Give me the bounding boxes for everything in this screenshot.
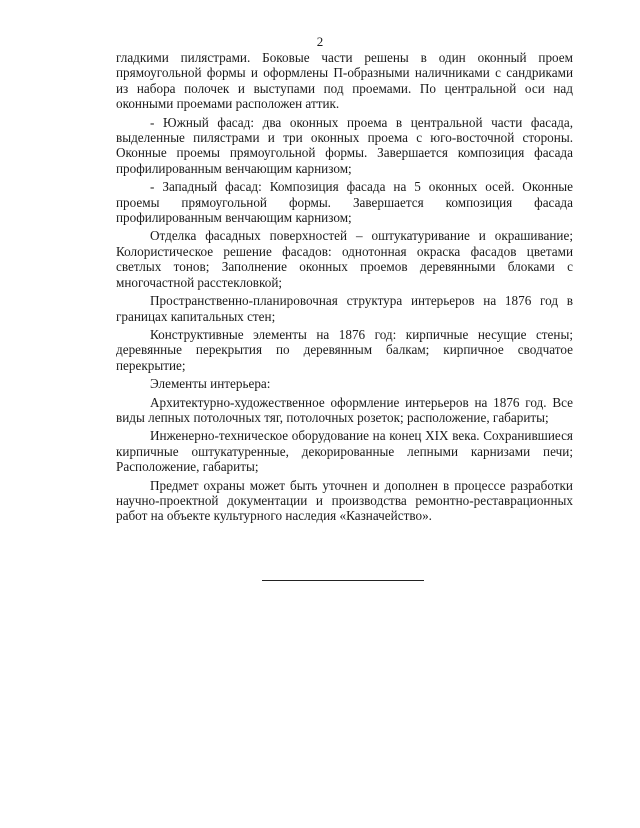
paragraph-south-facade: - Южный фасад: два оконных проема в центральной части фасада, выделенные пилястрами и три оконных проема с юго-восточной стороны. Оконные проемы прямоугольной формы. Завершается композиция фасада профилированным венчающим карнизом; — [116, 114, 573, 176]
paragraph-interior-decoration: Архитектурно-художественное оформление интерьеров на 1876 год. Все виды лепных потолочных тяг, потолочных розеток; расположение, габариты; — [116, 394, 573, 425]
paragraph-west-facade: - Западный фасад: Композиция фасада на 5 оконных осей. Оконные проемы прямоугольной формы. Завершается композиция фасада профилированным венчающим карнизом; — [116, 179, 573, 226]
page-number: 2 — [316, 34, 324, 49]
paragraph-interior-heading: Элементы интерьера: — [150, 376, 271, 392]
paragraph-protection-subject: Предмет охраны может быть уточнен и дополнен в процессе разработки научно-проектной документации и производства ремонтно-реставрационных работ на объекте культурного наследия «Казначейство». — [116, 477, 573, 524]
document-body — [116, 50, 573, 527]
paragraph-spatial-structure: Пространственно-планировочная структура интерьеров на 1876 год в границах капитальных стен; — [116, 293, 573, 324]
end-divider — [262, 580, 424, 581]
paragraph-facade-finish: Отделка фасадных поверхностей – оштукатуривание и окрашивание; Колористическое решение фасадов: однотонная окраска фасадов цветами светлых тонов; Заполнение оконных проемов деревянными блоками с многочастной расстекловкой; — [116, 228, 573, 290]
paragraph-structural-elements: Конструктивные элементы на 1876 год: кирпичные несущие стены; деревянные перекрытия по деревянным балкам; кирпичное сводчатое перекрытие; — [116, 326, 573, 373]
paragraph-continuation: гладкими пилястрами. Боковые части решены в один оконный проем прямоугольной формы и оформлены П-образными наличниками с сандриками из набора полочек и выступами под проемами. По центральной оси над оконными проемами расположен аттик. — [116, 50, 573, 112]
paragraph-engineering: Инженерно-техническое оборудование на конец XIX века. Сохранившиеся кирпичные оштукатуренные, декорированные лепными карнизами печи; Расположение, габариты; — [116, 428, 573, 475]
